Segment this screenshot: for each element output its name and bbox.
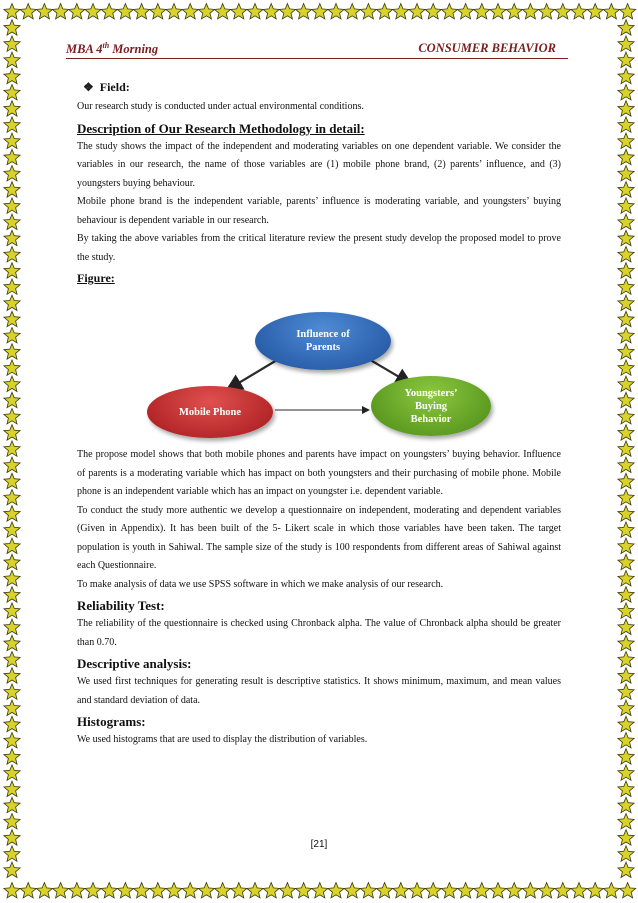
star-icon	[522, 4, 538, 19]
star-icon	[618, 814, 634, 829]
star-icon	[4, 85, 20, 100]
star-icon	[4, 668, 20, 683]
star-icon	[587, 4, 603, 19]
star-icon	[618, 247, 634, 262]
star-icon	[4, 587, 20, 602]
star-icon	[618, 85, 634, 100]
methodology-p2: Mobile phone brand is the independent variable, parents’ influence is moderating variable, and youngsters’ buying behaviour is dependent variable in our research.	[77, 196, 561, 226]
star-icon	[247, 4, 263, 19]
star-icon	[198, 883, 214, 898]
star-icon	[101, 883, 117, 898]
diamond-bullet-icon: ❖	[83, 80, 94, 94]
star-icon	[344, 883, 360, 898]
star-icon	[474, 883, 490, 898]
star-icon	[618, 149, 634, 164]
research-model-diagram	[77, 288, 561, 438]
star-icon	[4, 797, 20, 812]
star-icon	[4, 716, 20, 731]
methodology-title: Description of Our Research Methodology in detail:	[77, 120, 365, 136]
star-icon	[618, 279, 634, 294]
star-icon	[4, 635, 20, 650]
star-icon	[618, 117, 634, 132]
star-icon	[618, 716, 634, 731]
star-icon	[618, 68, 634, 83]
star-icon	[571, 883, 587, 898]
star-icon	[231, 4, 247, 19]
star-icon	[4, 392, 20, 407]
star-icon	[618, 538, 634, 553]
model-p3: To make analysis of data we use SPSS software in which we make analysis of our research.	[77, 578, 444, 590]
star-icon	[312, 883, 328, 898]
histograms-title: Histograms:	[77, 714, 146, 729]
star-icon	[618, 765, 634, 780]
star-icon	[4, 20, 20, 35]
star-icon	[166, 4, 182, 19]
star-icon	[490, 883, 506, 898]
star-icon	[215, 4, 231, 19]
star-icon	[4, 263, 20, 278]
star-icon	[618, 587, 634, 602]
star-icon	[618, 101, 634, 116]
star-icon	[4, 328, 20, 343]
star-icon	[618, 425, 634, 440]
page-border-top	[0, 0, 638, 24]
star-icon	[263, 883, 279, 898]
page-border-right	[614, 0, 638, 903]
star-icon	[425, 883, 441, 898]
star-icon	[4, 311, 20, 326]
star-icon	[618, 490, 634, 505]
header-left: MBA 4th Morning	[66, 41, 159, 57]
star-icon	[4, 425, 20, 440]
star-icon	[618, 182, 634, 197]
star-icon	[618, 862, 634, 877]
star-icon	[279, 883, 295, 898]
star-icon	[618, 522, 634, 537]
star-icon	[618, 360, 634, 375]
star-icon	[377, 4, 393, 19]
star-icon	[441, 883, 457, 898]
star-icon	[247, 883, 263, 898]
star-icon	[571, 4, 587, 19]
star-icon	[618, 473, 634, 488]
model-p1: The propose model shows that both mobile phones and parents have impact on youngsters’ buying behavior. Influence of parents is a moderating variable which has impact on both youngsters and their purchasing of mobile phone. Mobile phone is an independent variable which has an impact on youngster i.e. dependent variable.	[77, 449, 561, 497]
star-icon	[53, 883, 69, 898]
header-right: CONSUMER BEHAVIOR	[418, 41, 556, 55]
star-icon	[425, 4, 441, 19]
star-icon	[101, 4, 117, 19]
star-icon	[150, 4, 166, 19]
star-icon	[4, 700, 20, 715]
star-icon	[618, 392, 634, 407]
reliability-title: Reliability Test:	[77, 598, 165, 613]
star-icon	[393, 4, 409, 19]
star-icon	[4, 101, 20, 116]
star-icon	[506, 4, 522, 19]
star-icon	[4, 247, 20, 262]
star-icon	[117, 4, 133, 19]
star-icon	[4, 571, 20, 586]
descriptive-title: Descriptive analysis:	[77, 656, 192, 671]
star-icon	[360, 4, 376, 19]
star-icon	[618, 700, 634, 715]
star-icon	[377, 883, 393, 898]
page-border-bottom	[0, 879, 638, 903]
star-icon	[279, 4, 295, 19]
star-icon	[134, 4, 150, 19]
star-icon	[4, 295, 20, 310]
star-icon	[36, 4, 52, 19]
star-icon	[4, 230, 20, 245]
star-icon	[198, 4, 214, 19]
star-icon	[618, 684, 634, 699]
star-icon	[4, 133, 20, 148]
star-icon	[393, 883, 409, 898]
star-icon	[618, 166, 634, 181]
star-icon	[4, 749, 20, 764]
star-icon	[409, 883, 425, 898]
star-icon	[4, 603, 20, 618]
star-icon	[182, 4, 198, 19]
star-icon	[4, 862, 20, 877]
star-icon	[618, 20, 634, 35]
star-icon	[4, 344, 20, 359]
node-youngsters-buying-behavior: Youngsters’ Buying Behavior	[371, 376, 491, 436]
field-heading: ❖ Field:	[83, 80, 130, 94]
methodology-p1: The study shows the impact of the independent and moderating variables on one dependent variable. We consider the variables in our research, the name of those variables are (1) mobile phone brand, (2) parents’ influence, and (3) youngsters buying behaviour.	[77, 140, 561, 189]
star-icon	[441, 4, 457, 19]
star-icon	[4, 554, 20, 569]
star-icon	[4, 117, 20, 132]
page-border-left	[0, 0, 24, 903]
star-icon	[458, 4, 474, 19]
star-icon	[506, 883, 522, 898]
star-icon	[4, 781, 20, 796]
star-icon	[4, 376, 20, 391]
star-icon	[618, 635, 634, 650]
node-influence-of-parents: Influence of Parents	[255, 312, 391, 370]
star-icon	[555, 4, 571, 19]
star-icon	[4, 279, 20, 294]
star-icon	[490, 4, 506, 19]
reliability-text: The reliability of the questionnaire is checked using Chronback alpha. The value of Chronback alpha should be greater than 0.70.	[77, 618, 561, 648]
page-content	[77, 72, 561, 750]
star-icon	[409, 4, 425, 19]
star-icon	[618, 198, 634, 213]
star-icon	[134, 883, 150, 898]
star-icon	[4, 198, 20, 213]
star-icon	[618, 52, 634, 67]
star-icon	[618, 781, 634, 796]
star-icon	[4, 214, 20, 229]
star-icon	[263, 4, 279, 19]
star-icon	[618, 603, 634, 618]
star-icon	[4, 684, 20, 699]
star-icon	[328, 883, 344, 898]
star-icon	[555, 883, 571, 898]
star-icon	[117, 883, 133, 898]
star-icon	[618, 133, 634, 148]
star-icon	[4, 538, 20, 553]
star-icon	[4, 36, 20, 51]
star-icon	[4, 166, 20, 181]
star-icon	[618, 311, 634, 326]
star-icon	[618, 230, 634, 245]
star-icon	[618, 409, 634, 424]
star-icon	[360, 883, 376, 898]
star-icon	[69, 4, 85, 19]
star-icon	[4, 652, 20, 667]
descriptive-text: We used first techniques for generating result is descriptive statistics. It shows minimum, maximum, and mean values and standard deviation of data.	[77, 676, 561, 706]
star-icon	[4, 68, 20, 83]
star-icon	[618, 263, 634, 278]
star-icon	[69, 883, 85, 898]
arrow-parents-to-mobile	[227, 360, 277, 390]
star-icon	[618, 506, 634, 521]
star-icon	[618, 619, 634, 634]
star-icon	[4, 149, 20, 164]
star-icon	[4, 409, 20, 424]
figure-title: Figure:	[77, 271, 115, 285]
star-icon	[4, 182, 20, 197]
star-icon	[53, 4, 69, 19]
star-icon	[4, 441, 20, 456]
star-icon	[539, 883, 555, 898]
star-icon	[36, 883, 52, 898]
star-icon	[4, 765, 20, 780]
star-icon	[618, 376, 634, 391]
page-number: [21]	[310, 839, 328, 850]
star-icon	[618, 328, 634, 343]
star-icon	[618, 749, 634, 764]
star-icon	[182, 883, 198, 898]
star-icon	[4, 457, 20, 472]
star-icon	[296, 883, 312, 898]
methodology-p3: By taking the above variables from the critical literature review the present study develop the proposed model to prove the study.	[77, 233, 561, 263]
star-icon	[618, 668, 634, 683]
histograms-text: We used histograms that are used to display the distribution of variables.	[77, 734, 368, 745]
star-icon	[618, 571, 634, 586]
node-mobile-phone: Mobile Phone	[147, 386, 273, 438]
star-icon	[4, 360, 20, 375]
star-icon	[618, 457, 634, 472]
star-icon	[4, 473, 20, 488]
star-icon	[4, 814, 20, 829]
star-icon	[4, 506, 20, 521]
star-icon	[618, 554, 634, 569]
star-icon	[344, 4, 360, 19]
star-icon	[4, 52, 20, 67]
model-p2: To conduct the study more authentic we develop a questionnaire on independent, moderating and dependent variables (Given in Appendix). It has been built of the 5- Likert scale in which those variables have been taken. The target population is youth in Sahiwal. The sample size of the study is 100 respondents from different areas of Sahiwal against each Questionnaire.	[77, 504, 561, 571]
star-icon	[4, 733, 20, 748]
star-icon	[4, 522, 20, 537]
star-icon	[618, 733, 634, 748]
star-icon	[618, 344, 634, 359]
star-icon	[474, 4, 490, 19]
star-icon	[312, 4, 328, 19]
header-rule	[66, 58, 568, 59]
star-icon	[618, 652, 634, 667]
star-icon	[4, 619, 20, 634]
star-icon	[458, 883, 474, 898]
page-header	[66, 41, 556, 57]
star-icon	[618, 797, 634, 812]
star-icon	[231, 883, 247, 898]
star-icon	[4, 490, 20, 505]
star-icon	[522, 883, 538, 898]
star-icon	[296, 4, 312, 19]
star-icon	[618, 441, 634, 456]
star-icon	[85, 883, 101, 898]
star-icon	[215, 883, 231, 898]
star-icon	[539, 4, 555, 19]
star-icon	[328, 4, 344, 19]
star-icon	[85, 4, 101, 19]
star-icon	[618, 36, 634, 51]
star-icon	[587, 883, 603, 898]
field-text: Our research study is conducted under actual environmental conditions.	[77, 101, 364, 112]
star-icon	[618, 214, 634, 229]
star-icon	[618, 295, 634, 310]
star-icon	[166, 883, 182, 898]
star-icon	[150, 883, 166, 898]
